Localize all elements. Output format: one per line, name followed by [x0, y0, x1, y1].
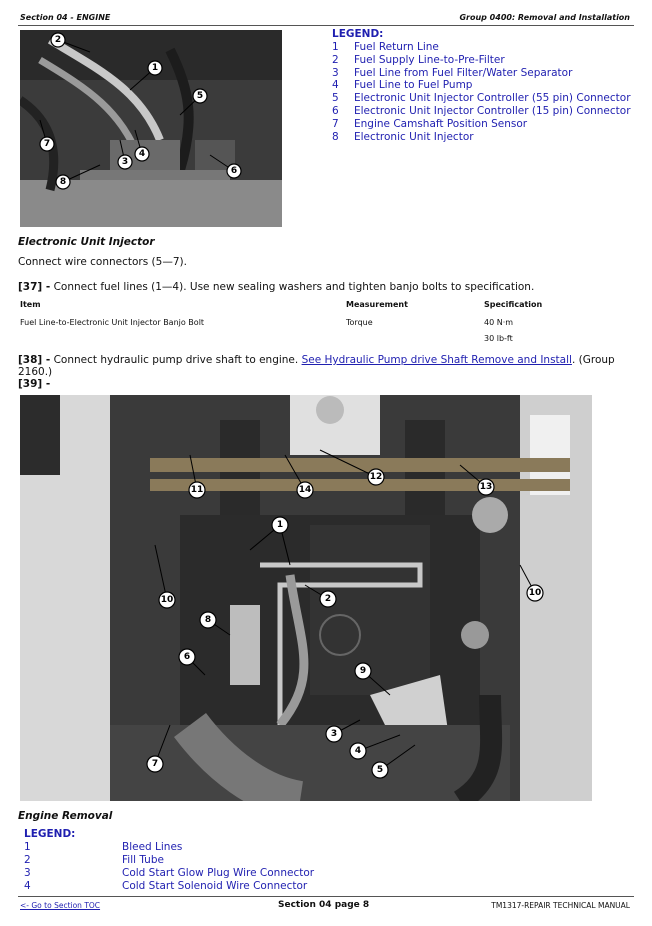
legend-item: 7 Engine Camshaft Position Sensor [332, 117, 528, 130]
svg-text:8: 8 [204, 615, 212, 625]
svg-text:7: 7 [151, 759, 159, 769]
legend-item: 2 Fuel Supply Line-to-Pre-Filter [332, 53, 505, 66]
callout-5 [193, 89, 207, 103]
legend-item: 5 Electronic Unit Injector Controller (55 pin) Connector [332, 92, 631, 105]
callout-2 [51, 33, 65, 47]
svg-text:2: 2 [54, 35, 62, 45]
callout-6 [179, 649, 195, 665]
svg-text:14: 14 [298, 485, 312, 495]
fuel-lines-photo [20, 30, 282, 227]
callout-14 [297, 482, 313, 498]
engine-removal-heading: Engine Removal [18, 810, 113, 822]
page-number: Section 04 page 8 [278, 900, 370, 910]
footer-divider [18, 896, 634, 897]
callout-7 [40, 137, 54, 151]
step-tail: . (Group 2160.) [18, 354, 615, 378]
callout-13 [478, 479, 494, 495]
callout-4 [350, 743, 366, 759]
callout-8 [200, 612, 216, 628]
step-39-number: [39] - [18, 378, 51, 390]
callout-1 [148, 61, 162, 75]
step-number: [37] - [18, 281, 51, 293]
svg-text:6: 6 [183, 652, 191, 662]
svg-text:13: 13 [479, 482, 493, 492]
callout-3 [326, 726, 342, 742]
callout-5 [372, 762, 388, 778]
svg-text:5: 5 [376, 765, 384, 775]
spec-measurement: Torque [346, 318, 373, 327]
legend-item: 4 Fuel Line to Fuel Pump [332, 79, 473, 92]
step-text: Connect hydraulic pump drive shaft to engine. [53, 354, 299, 366]
connect-wires-text: Connect wire connectors (5—7). [18, 256, 187, 268]
callout-4 [135, 147, 149, 161]
svg-text:4: 4 [354, 746, 362, 756]
callout-2 [320, 591, 336, 607]
legend-title: LEGEND: [24, 828, 76, 840]
spec-value-imperial: 30 lb-ft [484, 334, 513, 343]
hydraulic-pump-link[interactable]: See Hydraulic Pump drive Shaft Remove and Install [301, 354, 572, 366]
step-number: [38] - [18, 354, 51, 366]
legend-title: LEGEND: [332, 28, 384, 40]
svg-text:5: 5 [196, 91, 204, 101]
svg-text:10: 10 [528, 588, 542, 598]
engine-removal-photo [20, 395, 592, 801]
step-37 [18, 281, 534, 293]
svg-text:4: 4 [138, 149, 146, 159]
step-text: Connect fuel lines (1—4). Use new sealing washers and tighten banjo bolts to specification. [53, 281, 535, 293]
legend-item: 2 Fill Tube [24, 854, 164, 866]
legend-fuel-components [332, 28, 632, 143]
callout-7 [147, 756, 163, 772]
callout-10-right [527, 585, 543, 601]
svg-text:3: 3 [121, 157, 129, 167]
legend-item: 1 Fuel Return Line [332, 41, 439, 53]
legend-item: 3 Cold Start Glow Plug Wire Connector [24, 867, 315, 879]
callout-3 [118, 155, 132, 169]
callout-10-left [159, 592, 175, 608]
legend-item: 1 Bleed Lines [24, 841, 183, 853]
injector-heading: Electronic Unit Injector [18, 236, 155, 248]
spec-item: Fuel Line-to-Electronic Unit Injector Banjo Bolt [20, 318, 205, 327]
legend-item: 8 Electronic Unit Injector [332, 130, 474, 143]
header-divider [18, 25, 634, 26]
callout-1 [272, 517, 288, 533]
callout-12 [189, 482, 205, 498]
svg-text:6: 6 [230, 166, 238, 176]
col-header-item: Item [20, 300, 41, 309]
col-header-specification: Specification [484, 300, 543, 309]
callout-9 [355, 663, 371, 679]
svg-text:1: 1 [151, 63, 159, 73]
svg-text:2: 2 [324, 594, 332, 604]
svg-text:7: 7 [43, 139, 51, 149]
legend-item: 3 Fuel Line from Fuel Filter/Water Separator [332, 66, 573, 79]
svg-text:12: 12 [369, 472, 383, 482]
legend-item: 6 Electronic Unit Injector Controller (15 pin) Connector [332, 104, 631, 117]
group-title: Group 0400: Removal and Installation [459, 13, 630, 22]
svg-text:8: 8 [59, 177, 67, 187]
section-title: Section 04 - ENGINE [20, 13, 111, 22]
section-toc-link[interactable]: <- Go to Section TOC [20, 901, 101, 910]
manual-title: TM1317-REPAIR TECHNICAL MANUAL [491, 901, 630, 910]
svg-text:10: 10 [160, 595, 174, 605]
svg-text:1: 1 [276, 520, 284, 530]
step-38 [18, 354, 652, 378]
callout-6 [227, 164, 241, 178]
col-header-measurement: Measurement [346, 300, 408, 309]
spec-value-metric: 40 N·m [484, 318, 514, 327]
callout-8 [56, 175, 70, 189]
legend-engine-removal [24, 828, 424, 893]
svg-text:3: 3 [330, 729, 338, 739]
svg-text:9: 9 [359, 666, 367, 676]
svg-text:11: 11 [190, 485, 204, 495]
callout-11 [368, 469, 384, 485]
legend-item: 4 Cold Start Solenoid Wire Connector [24, 880, 308, 892]
